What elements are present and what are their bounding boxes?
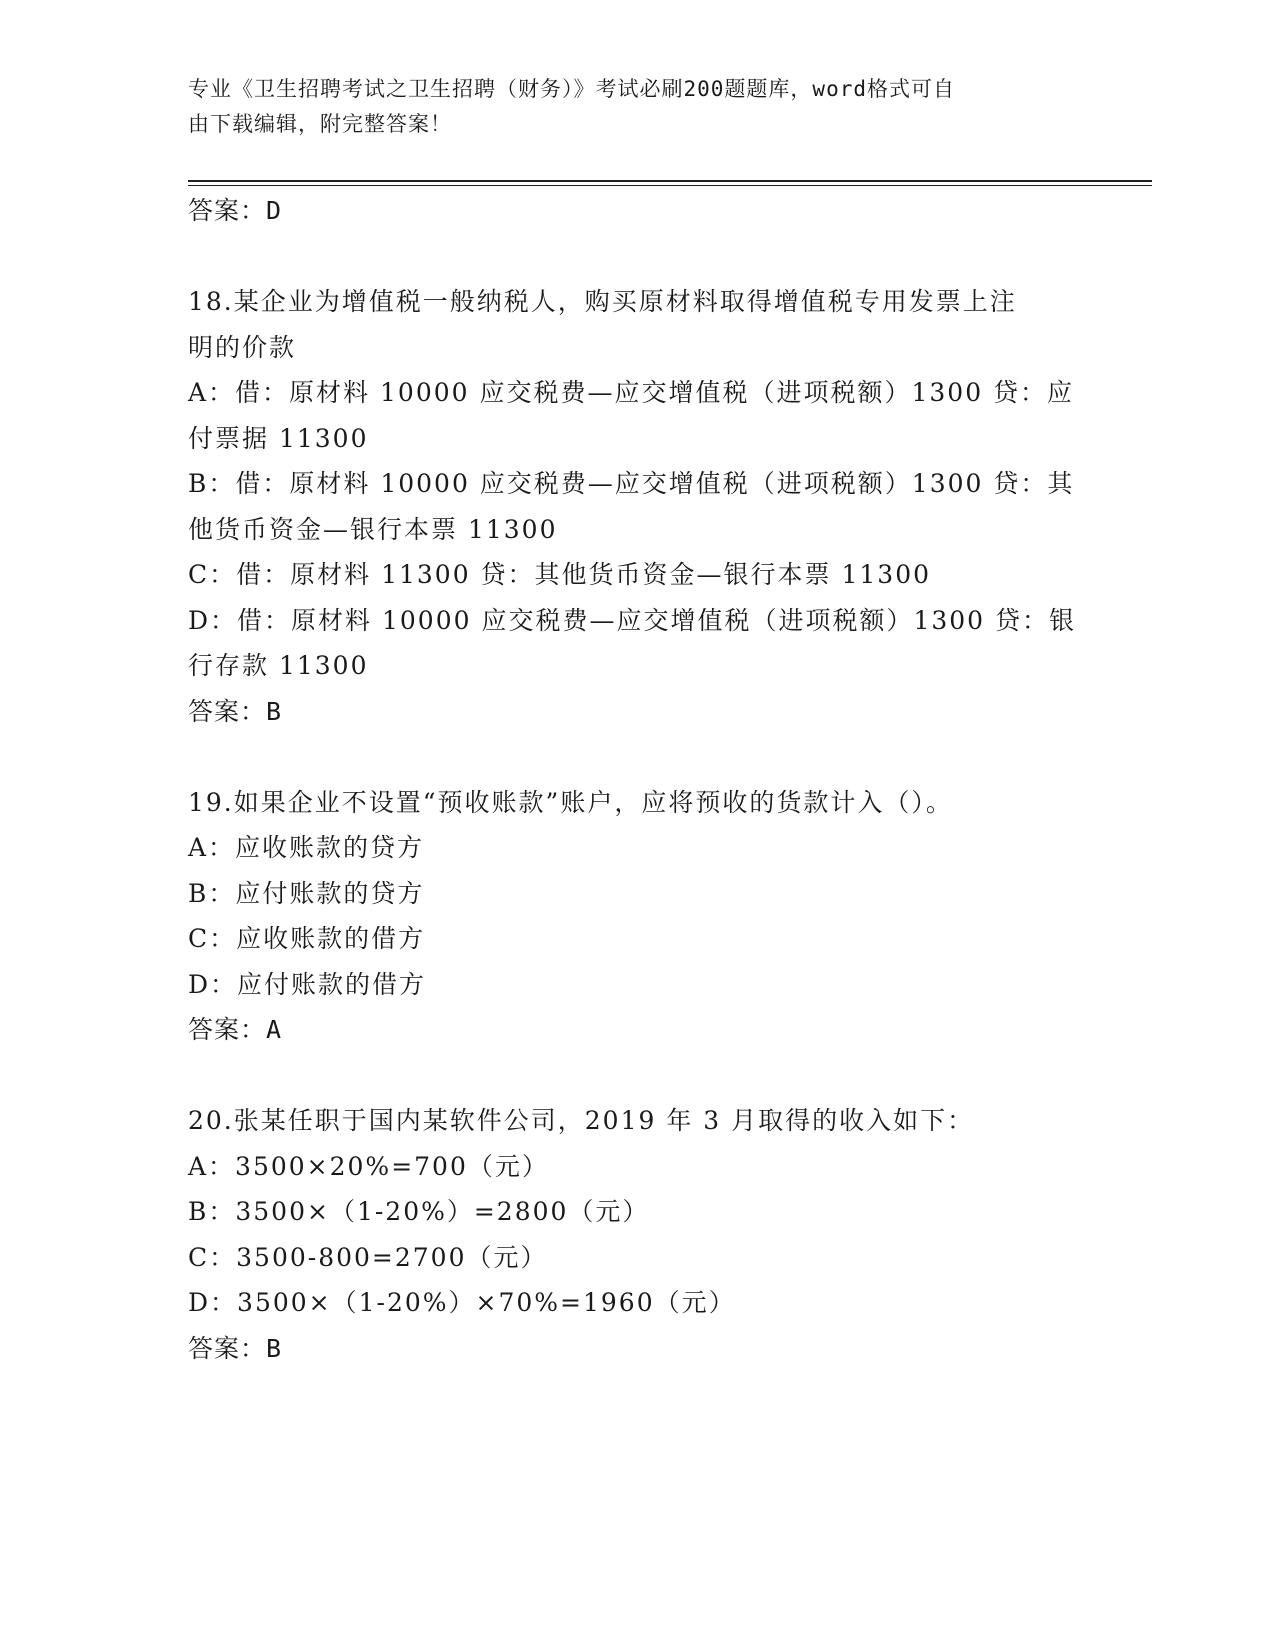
option-d: D：3500×（1-20%）×70%=1960（元） [188,1288,736,1317]
option-d: D：应付账款的借方 [188,969,427,999]
option-a-cont: 付票据 11300 [188,423,369,453]
header-rule-thick [188,180,1152,182]
question-stem-cont: 明的价款 [188,332,297,362]
question-18 [188,279,1088,734]
header-line-1: 专业《卫生招聘考试之卫生招聘（财务）》考试必刷200题题库，word格式可自 [188,77,955,101]
option-a: A：借：原材料 10000 应交税费—应交增值税（进项税额）1300 贷：应 [188,378,1075,407]
header-rule-thin [188,185,1152,186]
option-a: A：应收账款的贷方 [188,833,425,862]
option-b-cont: 他货币资金—银行本票 11300 [188,514,558,544]
question-19 [188,780,1088,1053]
answer-line: 答案：B [188,1333,283,1363]
header-line-2: 由下载编辑，附完整答案！ [188,112,452,136]
option-d-cont: 行存款 11300 [188,651,369,680]
option-b: B：应付账款的贷方 [188,878,425,908]
option-b: B：借：原材料 10000 应交税费—应交增值税（进项税额）1300 贷：其 [188,469,1075,498]
question-stem: 19.如果企业不设置“预收账款”账户，应将预收的货款计入（）。 [188,787,953,817]
spacer [188,1053,1088,1099]
option-a: A：3500×20%=700（元） [188,1151,549,1181]
document-body [188,188,1088,1371]
answer-line: 答案：D [188,196,283,225]
option-c: C：借：原材料 11300 贷：其他货币资金—银行本票 11300 [188,560,932,589]
answer-line: 答案：A [188,1015,283,1044]
answer-line: 答案：B [188,696,283,726]
page-header [188,72,1088,142]
option-d: D：借：原材料 10000 应交税费—应交增值税（进项税额）1300 贷：银 [188,605,1077,635]
question-stem: 18.某企业为增值税一般纳税人，购买原材料取得增值税专用发票上注 [188,287,1017,316]
question-20 [188,1098,1088,1371]
spacer [188,234,1088,280]
option-c: C：3500-800=2700（元） [188,1242,548,1272]
question-stem: 20.张某任职于国内某软件公司，2019 年 3 月取得的收入如下： [188,1106,975,1135]
option-b: B：3500×（1-20%）=2800（元） [188,1197,650,1226]
spacer [188,734,1088,780]
option-c: C：应收账款的借方 [188,924,426,953]
